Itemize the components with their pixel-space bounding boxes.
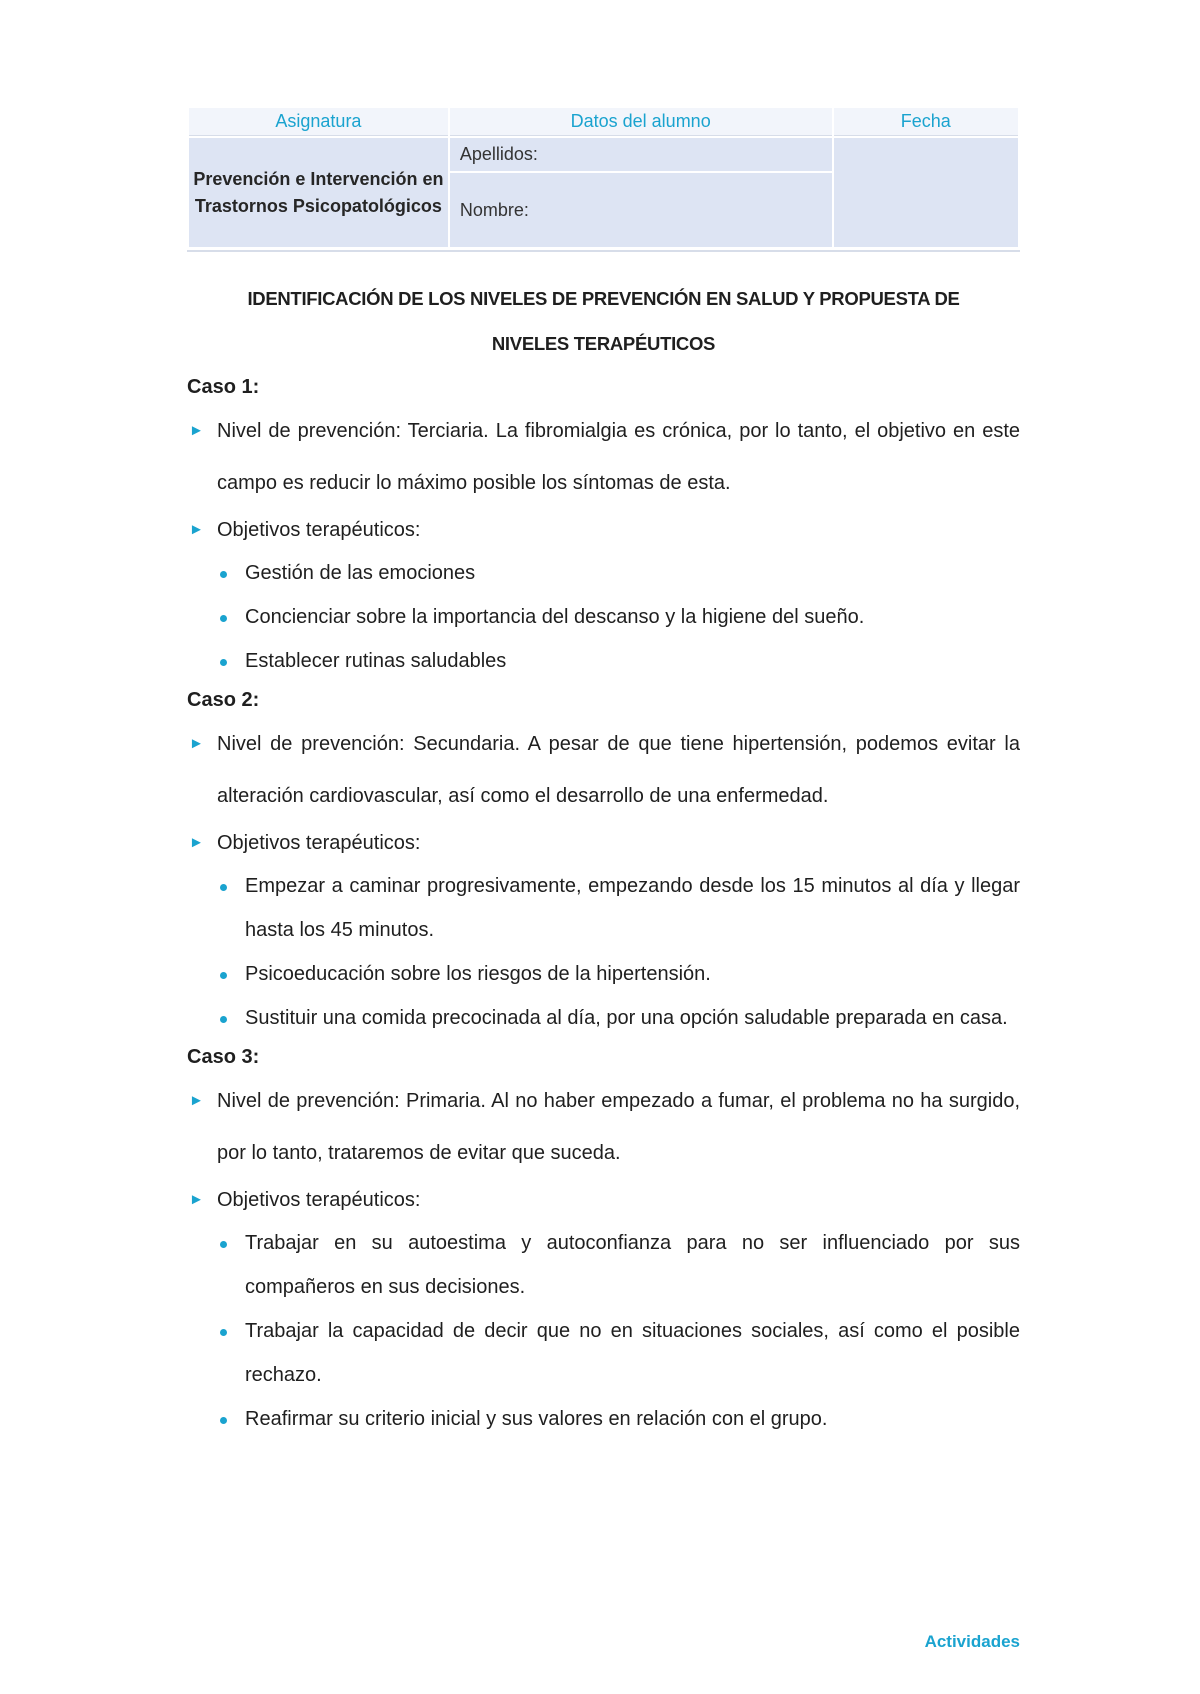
- arrow-bullet-icon: ►: [189, 422, 204, 439]
- bullet-dot-icon: [220, 1016, 227, 1023]
- list-item: Establecer rutinas saludables: [216, 639, 1020, 683]
- bullet-dot-icon: [220, 1329, 227, 1336]
- bullet-dot-icon: [220, 884, 227, 891]
- header-table: [187, 106, 1020, 249]
- arrow-bullet-icon: ►: [189, 1191, 204, 1208]
- list-item: Reafirmar su criterio inicial y sus valores en relación con el grupo.: [216, 1397, 1020, 1441]
- prevention-level: ► Nivel de prevención: Primaria. Al no haber empezado a fumar, el problema no ha surgido, por lo tanto, trataremos de evitar que suceda.: [187, 1075, 1020, 1179]
- list-item: Trabajar en su autoestima y autoconfianza para no ser influenciado por sus compañeros en sus decisiones.: [216, 1221, 1020, 1309]
- case-title: Caso 1:: [187, 376, 260, 398]
- goals-heading: ► Objetivos terapéuticos:: [187, 509, 1020, 551]
- bullet-dot-icon: [220, 1417, 227, 1424]
- document-title: [187, 276, 1020, 366]
- document-body: [187, 370, 1020, 1441]
- goals-heading: ► Objetivos terapéuticos:: [187, 1179, 1020, 1221]
- arrow-bullet-icon: ►: [189, 521, 204, 538]
- bullet-dot-icon: [220, 571, 227, 578]
- list-item: Concienciar sobre la importancia del descanso y la higiene del sueño.: [216, 595, 1020, 639]
- list-item: Empezar a caminar progresivamente, empezando desde los 15 minutos al día y llegar hasta los 45 minutos.: [216, 864, 1020, 952]
- goals-list: [187, 551, 1020, 683]
- bullet-dot-icon: [220, 972, 227, 979]
- goals-list: [187, 864, 1020, 1040]
- subject-name: Prevención e Intervención en Trastornos Psicopatológicos: [189, 138, 448, 247]
- case-3: [187, 1040, 1020, 1441]
- header-col-subject: Asignatura: [189, 108, 448, 136]
- case-2: [187, 683, 1020, 1040]
- case-title: Caso 2:: [187, 689, 260, 711]
- surname-field: Apellidos:: [450, 138, 832, 171]
- list-item: Gestión de las emociones: [216, 551, 1020, 595]
- header-col-student: Datos del alumno: [450, 108, 832, 136]
- footer-label: Actividades: [924, 1632, 1020, 1651]
- arrow-bullet-icon: ►: [189, 834, 204, 851]
- document-title-line-2: NIVELES TERAPÉUTICOS: [491, 333, 716, 354]
- prevention-level: ► Nivel de prevención: Terciaria. La fibromialgia es crónica, por lo tanto, el objetivo en este campo es reducir lo máximo posible los síntomas de esta.: [187, 405, 1020, 509]
- list-item: Sustituir una comida precocinada al día, por una opción saludable preparada en casa.: [216, 996, 1020, 1040]
- bullet-dot-icon: [220, 1241, 227, 1248]
- case-title: Caso 3:: [187, 1046, 260, 1068]
- name-field: Nombre:: [450, 173, 832, 247]
- arrow-bullet-icon: ►: [189, 1092, 204, 1109]
- goals-heading: ► Objetivos terapéuticos:: [187, 822, 1020, 864]
- goals-list: [187, 1221, 1020, 1441]
- document-title-line-1: IDENTIFICACIÓN DE LOS NIVELES DE PREVENCIÓN EN SALUD Y PROPUESTA DE: [247, 288, 960, 309]
- list-item: Psicoeducación sobre los riesgos de la hipertensión.: [216, 952, 1020, 996]
- table-divider: [187, 250, 1020, 252]
- bullet-dot-icon: [220, 615, 227, 622]
- arrow-bullet-icon: ►: [189, 735, 204, 752]
- date-field: [834, 138, 1018, 247]
- bullet-dot-icon: [220, 659, 227, 666]
- case-1: [187, 370, 1020, 683]
- list-item: Trabajar la capacidad de decir que no en situaciones sociales, así como el posible rechazo.: [216, 1309, 1020, 1397]
- prevention-level: ► Nivel de prevención: Secundaria. A pesar de que tiene hipertensión, podemos evitar la alteración cardiovascular, así como el desarrollo de una enfermedad.: [187, 718, 1020, 822]
- header-col-date: Fecha: [834, 108, 1018, 136]
